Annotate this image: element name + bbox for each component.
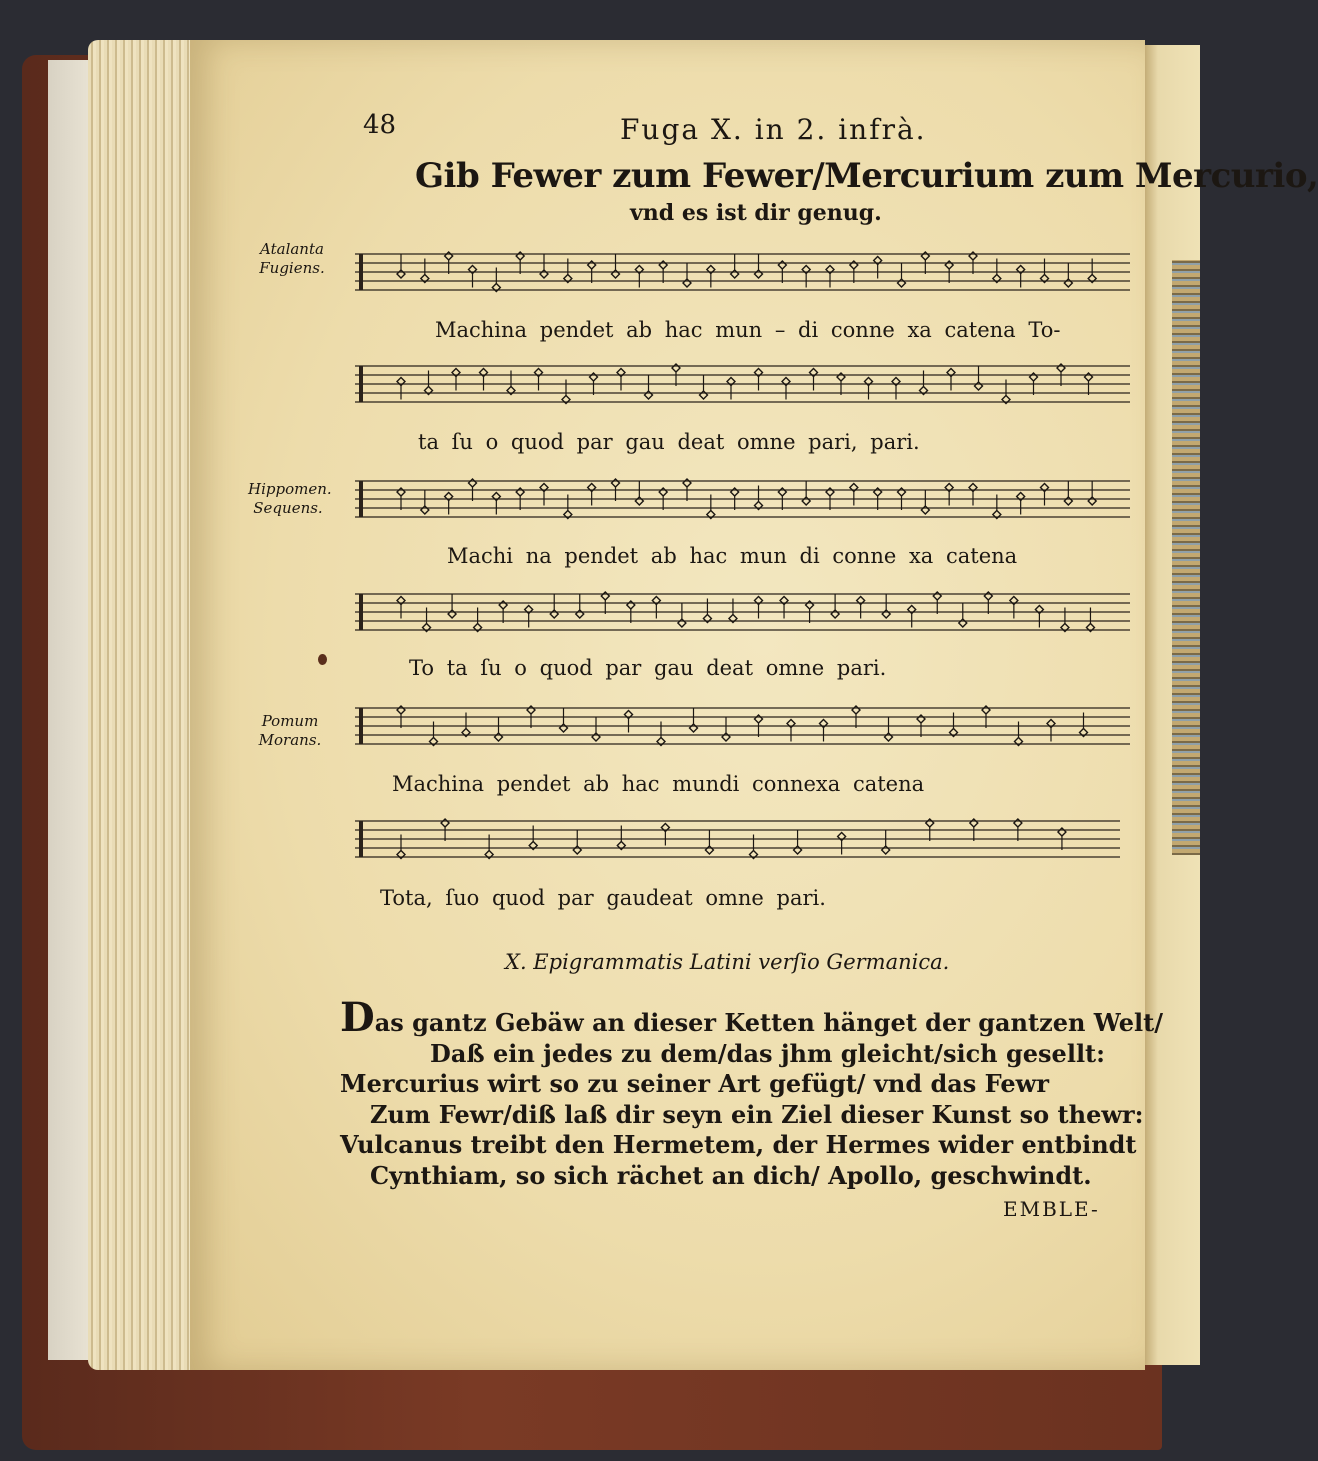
- poem-line-3: Mercurius wirt so zu seiner Art gefügt/ vnd das Fewr: [340, 1069, 1049, 1098]
- note: [1041, 484, 1049, 506]
- poem-line-1: [340, 994, 1164, 1041]
- note: [485, 835, 493, 859]
- note: [882, 594, 890, 618]
- note: [469, 266, 477, 288]
- note: [921, 490, 929, 514]
- clef-mark: [359, 594, 363, 630]
- note: [635, 481, 643, 505]
- note: [445, 493, 453, 515]
- note: [397, 254, 405, 278]
- note: [452, 369, 460, 391]
- note: [703, 599, 711, 623]
- clef-mark: [359, 821, 363, 857]
- note: [625, 711, 633, 733]
- note: [397, 378, 405, 400]
- note: [1088, 481, 1096, 505]
- note: [755, 486, 763, 510]
- note: [722, 717, 730, 741]
- note: [885, 717, 893, 741]
- music-staff-3: [355, 475, 1130, 523]
- note: [950, 713, 958, 737]
- ink-blot: [318, 654, 327, 665]
- title-line-1: Gib Fewer zum Fewer/Mercurium zum Mercurio,: [415, 156, 1318, 196]
- note: [959, 603, 967, 627]
- note: [397, 835, 405, 859]
- note: [802, 266, 810, 288]
- poem-line-4: Zum Fewr/diß laß dir seyn ein Ziel dieser Kunst so thewr:: [370, 1099, 1144, 1129]
- note: [947, 369, 955, 391]
- note: [1064, 481, 1072, 505]
- note: [421, 259, 429, 283]
- note: [564, 495, 572, 519]
- clef-mark: [359, 366, 363, 402]
- note: [920, 371, 928, 395]
- note: [645, 375, 653, 399]
- note: [480, 369, 488, 391]
- title-line-2: vnd es ist dir genug.: [630, 200, 882, 226]
- note: [1064, 263, 1072, 287]
- note: [755, 597, 763, 619]
- poem-line-6: Cynthiam, so sich rächet an dich/ Apollo, geschwindt.: [370, 1160, 1092, 1190]
- note: [820, 720, 828, 742]
- note: [831, 594, 839, 618]
- note: [1002, 380, 1010, 404]
- note: [1041, 259, 1049, 283]
- note: [1010, 597, 1018, 619]
- note: [678, 603, 686, 627]
- note: [573, 830, 581, 854]
- note: [652, 597, 660, 619]
- note: [397, 597, 405, 619]
- note: [492, 493, 500, 515]
- note: [969, 484, 977, 506]
- note: [707, 266, 715, 288]
- note: [683, 263, 691, 287]
- note: [700, 375, 708, 399]
- note: [729, 599, 737, 623]
- lyric-line-1: Machina pendet ab hac mun – di conne xa catena To-: [435, 318, 1061, 342]
- note: [787, 720, 795, 742]
- music-staff-6: [355, 815, 1120, 863]
- poem-line-1-text: as gantz Gebäw an dieser Ketten hänget der gantzen Welt/: [374, 1008, 1164, 1037]
- note: [690, 708, 698, 732]
- poem-line-5: Vulcanus treibt den Hermetem, der Hermes wider entbindt: [340, 1130, 1137, 1159]
- music-staff-1: [355, 248, 1130, 296]
- note: [794, 830, 802, 854]
- note: [882, 830, 890, 854]
- note: [588, 484, 596, 506]
- catchword: EMBLE-: [1003, 1197, 1100, 1221]
- note: [564, 259, 572, 283]
- note: [507, 371, 515, 395]
- note: [1015, 722, 1023, 746]
- note: [731, 254, 739, 278]
- note: [705, 830, 713, 854]
- lyric-line-2: ta ſu o quod par gau deat omne pari, pari.: [418, 430, 920, 454]
- note: [560, 708, 568, 732]
- lyric-line-4: To ta ſu o quod par gau deat omne pari.: [409, 656, 887, 680]
- epigram-subtitle: X. Epigrammatis Latini verſio Germanica.: [505, 950, 950, 974]
- note: [810, 369, 818, 391]
- note: [782, 378, 790, 400]
- note: [857, 597, 865, 619]
- note: [462, 713, 470, 737]
- note: [1061, 608, 1069, 632]
- music-staff-2: [355, 360, 1130, 408]
- note: [576, 594, 584, 618]
- note: [802, 481, 810, 505]
- note: [1080, 713, 1088, 737]
- music-staff-4: [355, 588, 1130, 636]
- note: [495, 717, 503, 741]
- note: [892, 378, 900, 400]
- note: [529, 826, 537, 850]
- note: [780, 597, 788, 619]
- note: [707, 495, 715, 519]
- note: [750, 835, 758, 859]
- clef-mark: [359, 254, 363, 290]
- note: [535, 369, 543, 391]
- note: [423, 608, 431, 632]
- voice-label-pomum: Pomum Morans.: [258, 712, 322, 749]
- clef-mark: [359, 708, 363, 744]
- note: [550, 594, 558, 618]
- running-header: Fuga X. in 2. infrà.: [620, 113, 927, 146]
- note: [1035, 606, 1043, 628]
- note: [492, 268, 500, 292]
- note: [612, 254, 620, 278]
- note: [1017, 266, 1025, 288]
- note: [1088, 259, 1096, 283]
- note: [540, 484, 548, 506]
- note: [540, 254, 548, 278]
- note: [525, 606, 533, 628]
- lyric-line-6: Tota, ſuo quod par gaudeat omne pari.: [380, 886, 826, 910]
- voice-label-atalanta: Atalanta Fugiens.: [259, 240, 325, 277]
- note: [635, 266, 643, 288]
- page-number: 48: [363, 110, 397, 140]
- note: [448, 594, 456, 618]
- drop-cap: D: [340, 994, 375, 1041]
- note: [874, 257, 882, 279]
- note: [1047, 720, 1055, 742]
- note: [430, 722, 438, 746]
- note: [865, 378, 873, 400]
- note: [661, 824, 669, 846]
- note: [908, 606, 916, 628]
- note: [838, 833, 846, 855]
- facing-engraving-plate: [1172, 260, 1200, 855]
- note: [657, 722, 665, 746]
- note: [421, 490, 429, 514]
- note: [975, 366, 983, 390]
- note: [474, 608, 482, 632]
- note: [898, 263, 906, 287]
- note: [993, 259, 1001, 283]
- poem-line-2: Daß ein jedes zu dem/das jhm gleicht/sich gesellt:: [430, 1038, 1105, 1068]
- lyric-line-5: Machina pendet ab hac mundi connexa catena: [392, 772, 925, 796]
- note: [993, 495, 1001, 519]
- note: [592, 717, 600, 741]
- note: [1086, 608, 1094, 632]
- epigram-poem: [340, 994, 1164, 1191]
- note: [755, 254, 763, 278]
- note: [826, 266, 834, 288]
- note: [945, 484, 953, 506]
- note: [617, 826, 625, 850]
- note: [562, 380, 570, 404]
- note: [1017, 493, 1025, 515]
- note: [755, 369, 763, 391]
- note: [850, 484, 858, 506]
- clef-mark: [359, 481, 363, 517]
- lyric-line-3: Machi na pendet ab hac mun di conne xa catena: [447, 544, 1018, 568]
- voice-label-hippomenes: Hippomen. Sequens.: [248, 480, 332, 517]
- note: [425, 371, 433, 395]
- note: [727, 378, 735, 400]
- note: [617, 369, 625, 391]
- music-staff-5: [355, 702, 1130, 750]
